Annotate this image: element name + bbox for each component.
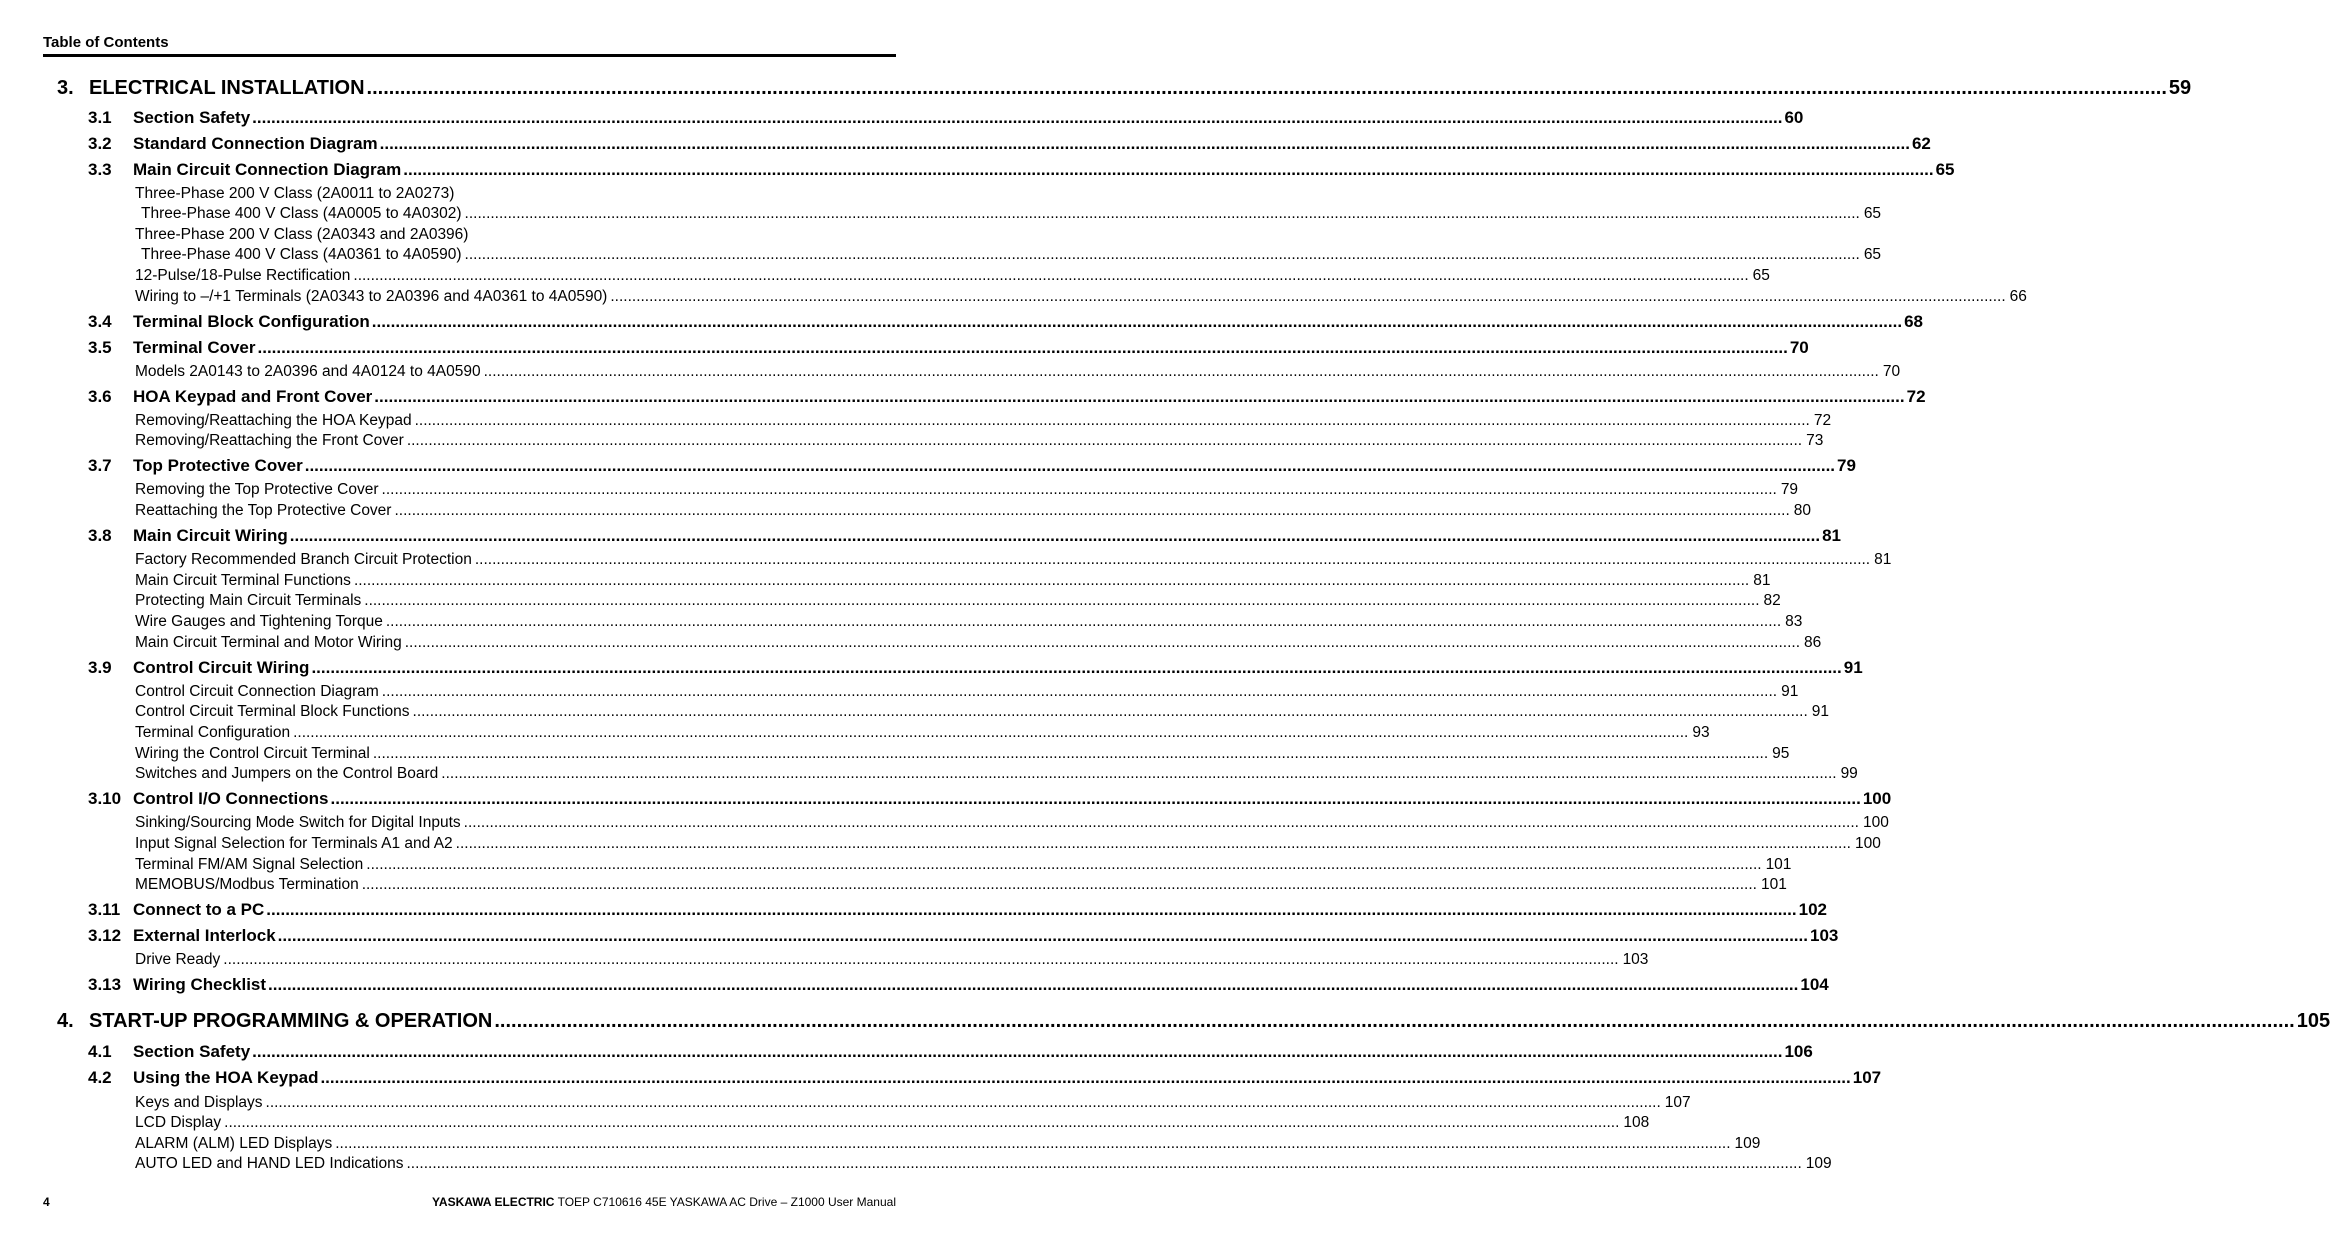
dot-leader (405, 634, 1800, 652)
toc-entry-number: 4.2 (88, 1068, 112, 1087)
toc-entry-page: 81 (1874, 551, 1892, 568)
dot-leader (268, 975, 1798, 995)
toc-entry-section[interactable] (88, 658, 1863, 678)
toc-entry-page: 83 (1785, 613, 1803, 630)
page-header-title: Table of Contents (43, 34, 169, 51)
toc-entry-title: ELECTRICAL INSTALLATION (89, 77, 365, 99)
toc-entry-title: Three-Phase 200 V Class (2A0011 to 2A0273) (135, 185, 455, 202)
toc-entry-title: Keys and Displays (135, 1094, 263, 1111)
dot-leader (311, 658, 1841, 678)
toc-entry-page: 60 (1784, 108, 1804, 127)
dot-leader (278, 926, 1808, 946)
dot-leader (252, 1042, 1782, 1062)
toc-entry-sub[interactable] (135, 1155, 1832, 1173)
dot-leader (224, 1114, 1619, 1132)
toc-entry-title: Switches and Jumpers on the Control Board (135, 765, 439, 782)
dot-leader (293, 724, 1688, 742)
toc-entry-title: Three-Phase 200 V Class (2A0343 and 2A0396) (135, 226, 469, 243)
toc-entry-title: ALARM (ALM) LED Displays (135, 1135, 333, 1152)
toc-entry-page: 59 (2168, 77, 2192, 99)
toc-entry-page: 91 (1811, 703, 1830, 720)
toc-entry-sub[interactable] (135, 481, 1799, 499)
dot-leader (380, 134, 1910, 154)
toc-entry-page: 99 (1840, 765, 1858, 782)
toc-entry-sub[interactable] (135, 814, 1889, 832)
toc-entry-title: HOA Keypad and Front Cover (133, 387, 373, 406)
toc-entry-chapter[interactable] (57, 1010, 2330, 1033)
toc-entry-title: Main Circuit Terminal Functions (135, 572, 351, 589)
dot-leader (354, 572, 1749, 590)
toc-entry-title: Sinking/Sourcing Mode Switch for Digital Inputs (135, 814, 461, 831)
toc-entry-page: 106 (1784, 1042, 1813, 1061)
toc-entry-page: 109 (1805, 1155, 1832, 1172)
toc-entry-page: 104 (1800, 975, 1829, 994)
toc-entry-title: Three-Phase 400 V Class (4A0361 to 4A0590) (141, 246, 462, 263)
toc-entry-page: 109 (1734, 1135, 1761, 1152)
toc-entry-page: 107 (1664, 1094, 1691, 1111)
toc-entry-sub[interactable] (135, 412, 1832, 430)
toc-entry-page: 72 (1906, 387, 1926, 406)
toc-entry-title: Protecting Main Circuit Terminals (135, 592, 362, 609)
dot-leader (335, 1135, 1730, 1153)
toc-entry-title: Section Safety (133, 1042, 251, 1061)
toc-entry-title: Wiring Checklist (133, 975, 267, 994)
toc-entry-page: 100 (1862, 789, 1892, 808)
dot-leader (372, 312, 1902, 332)
toc-entry-sub[interactable] (135, 724, 1710, 742)
toc-entry-title: 12-Pulse/18-Pulse Rectification (135, 267, 351, 284)
toc-entry-sub[interactable] (135, 592, 1781, 610)
toc-entry-title: Top Protective Cover (133, 456, 303, 475)
toc-entry-page: 100 (1854, 835, 1881, 852)
toc-entry-sub[interactable] (135, 288, 2027, 306)
toc-entry-number: 3.13 (88, 975, 122, 994)
toc-entry-title: Terminal Cover (133, 338, 256, 357)
toc-entry-sub[interactable] (141, 246, 1882, 264)
dot-leader (407, 432, 1802, 450)
dot-leader (382, 481, 1777, 499)
toc-entry-section[interactable] (88, 526, 1841, 546)
dot-leader (394, 502, 1789, 520)
toc-entry-title: Wiring the Control Circuit Terminal (135, 745, 370, 762)
toc-entry-sub[interactable] (135, 267, 1770, 285)
toc-entry-page: 80 (1793, 502, 1812, 519)
dot-leader (407, 1155, 1802, 1173)
footer-brand: YASKAWA ELECTRIC (432, 1195, 555, 1209)
toc-entry-sub[interactable] (135, 1135, 1761, 1153)
toc-entry-number: 3.12 (88, 926, 122, 945)
toc-entry-page: 81 (1753, 572, 1771, 589)
toc-entry-number: 4.1 (88, 1042, 112, 1061)
toc-entry-number: 3.6 (88, 387, 112, 406)
toc-entry-page: 81 (1822, 526, 1841, 545)
dot-leader (362, 876, 1757, 894)
toc-entry-title: Models 2A0143 to 2A0396 and 4A0124 to 4A0590 (135, 363, 481, 380)
toc-entry-page: 70 (1882, 363, 1901, 380)
dot-leader (386, 613, 1781, 631)
toc-entry-section[interactable] (88, 900, 1827, 920)
toc-entry-sub[interactable] (135, 1114, 1650, 1132)
toc-entry-title: START-UP PROGRAMMING & OPERATION (89, 1010, 493, 1032)
dot-leader (366, 856, 1761, 874)
toc-entry-number: 3.2 (88, 134, 112, 153)
toc-entry-sub[interactable] (135, 634, 1822, 652)
toc-entry-title: Removing/Reattaching the Front Cover (135, 432, 404, 449)
toc-entry-page: 107 (1852, 1068, 1882, 1087)
toc-entry-title: Connect to a PC (133, 900, 265, 919)
toc-entry-section[interactable] (88, 338, 1809, 358)
toc-entry-sub[interactable] (135, 745, 1790, 763)
footer-page-number: 4 (43, 1195, 50, 1209)
dot-leader (305, 456, 1835, 476)
dot-leader (484, 363, 1879, 381)
dot-leader (364, 592, 1759, 610)
toc-entry-section[interactable] (88, 1042, 1813, 1062)
toc-entry-sub[interactable] (135, 1094, 1691, 1112)
toc-entry-page: 93 (1692, 724, 1710, 741)
toc-entry-number: 3.7 (88, 456, 112, 475)
toc-entry-section[interactable] (88, 134, 1931, 154)
toc-entry-number: 3.11 (88, 900, 121, 919)
toc-entry-number: 3.8 (88, 526, 112, 545)
toc-entry-page: 102 (1798, 900, 1827, 919)
toc-entry-title: AUTO LED and HAND LED Indications (135, 1155, 404, 1172)
toc-entry-page: 65 (1752, 267, 1770, 284)
toc-entry-sub[interactable] (135, 951, 1649, 969)
toc-entry-title: Wire Gauges and Tightening Torque (135, 613, 383, 630)
toc-entry-title: Control Circuit Wiring (133, 658, 310, 677)
dot-leader (465, 205, 1860, 223)
toc-entry-title: Three-Phase 400 V Class (4A0005 to 4A0302) (141, 205, 462, 222)
dot-leader (475, 551, 1870, 569)
toc-entry-sub[interactable] (135, 551, 1892, 569)
toc-entry-number: 3.4 (88, 312, 112, 331)
toc-entry-section[interactable] (88, 1068, 1882, 1088)
dot-leader (367, 77, 2167, 100)
toc-entry-title: Section Safety (133, 108, 251, 127)
toc-entry-page: 103 (1622, 951, 1649, 968)
dot-leader (403, 160, 1933, 180)
dot-leader (353, 267, 1748, 285)
toc-entry-sub[interactable] (135, 502, 1812, 520)
toc-entry-section[interactable] (88, 108, 1804, 128)
toc-entry-sub[interactable] (135, 835, 1881, 853)
toc-entry-section[interactable] (88, 387, 1926, 407)
toc-entry-number: 3.3 (88, 160, 112, 179)
dot-leader (258, 338, 1788, 358)
toc-entry-page: 101 (1760, 876, 1787, 893)
dot-leader (223, 951, 1618, 969)
toc-entry-title: Main Circuit Connection Diagram (133, 160, 402, 179)
toc-entry-title: Main Circuit Terminal and Motor Wiring (135, 634, 402, 651)
toc-entry-number: 3. (57, 77, 74, 99)
toc-entry-sub[interactable] (141, 205, 1882, 223)
toc-entry-section[interactable] (88, 312, 1923, 332)
toc-entry-page: 73 (1806, 432, 1824, 449)
toc-entry-page: 65 (1863, 205, 1882, 222)
footer-doc-info (432, 1195, 896, 1209)
toc-entry-section[interactable] (88, 456, 1856, 476)
toc-entry-number: 4. (57, 1010, 74, 1032)
toc-entry-page: 72 (1813, 412, 1832, 429)
toc-entry-page: 101 (1765, 856, 1792, 873)
toc-entry-page: 82 (1763, 592, 1781, 609)
toc-entry-page: 65 (1863, 246, 1882, 263)
toc-entry-title: LCD Display (135, 1114, 222, 1131)
toc-entry-sub[interactable] (135, 572, 1771, 590)
toc-entry-number: 3.9 (88, 658, 112, 677)
dot-leader (331, 789, 1861, 809)
toc-entry-title: Removing the Top Protective Cover (135, 481, 379, 498)
toc-entry-title: Factory Recommended Branch Circuit Protection (135, 551, 472, 568)
toc-entry-page: 65 (1935, 160, 1955, 179)
toc-entry-title: Terminal Block Configuration (133, 312, 370, 331)
dot-leader (610, 288, 2005, 306)
toc-entry-page: 86 (1804, 634, 1822, 651)
toc-entry-plain[interactable] (135, 226, 896, 244)
toc-entry-sub[interactable] (135, 363, 1901, 381)
dot-leader (382, 683, 1777, 701)
toc-entry-page: 66 (2009, 288, 2027, 305)
toc-entry-sub[interactable] (135, 613, 1803, 631)
toc-entry-section[interactable] (88, 789, 1892, 809)
dot-leader (266, 900, 1796, 920)
toc-entry-title: Standard Connection Diagram (133, 134, 378, 153)
toc-entry-section[interactable] (88, 160, 1955, 180)
toc-entry-number: 3.5 (88, 338, 112, 357)
toc-entry-page: 62 (1911, 134, 1931, 153)
toc-entry-chapter[interactable] (57, 77, 2192, 100)
toc-entry-sub[interactable] (135, 876, 1787, 894)
toc-entry-page: 105 (2296, 1010, 2330, 1032)
toc-entry-plain[interactable] (135, 185, 896, 203)
dot-leader (456, 835, 1851, 853)
dot-leader (441, 765, 1836, 783)
toc-entry-page: 100 (1862, 814, 1889, 831)
toc-entry-title: Drive Ready (135, 951, 221, 968)
toc-entry-title: Terminal Configuration (135, 724, 291, 741)
toc-entry-title: Input Signal Selection for Terminals A1 and A2 (135, 835, 453, 852)
toc-entry-section[interactable] (88, 975, 1829, 995)
toc-entry-title: Removing/Reattaching the HOA Keypad (135, 412, 412, 429)
dot-leader (464, 814, 1859, 832)
toc-entry-number: 3.1 (88, 108, 112, 127)
toc-entry-title: Control I/O Connections (133, 789, 329, 808)
dot-leader (465, 246, 1860, 264)
toc-entry-title: Wiring to –/+1 Terminals (2A0343 to 2A0396 and 4A0361 to 4A0590) (135, 288, 608, 305)
toc-entry-title: External Interlock (133, 926, 276, 945)
toc-entry-page: 79 (1837, 456, 1856, 475)
toc-entry-page: 79 (1780, 481, 1799, 498)
toc-entry-section[interactable] (88, 926, 1839, 946)
toc-entry-page: 103 (1809, 926, 1839, 945)
dot-leader (320, 1068, 1850, 1088)
toc-entry-title: Terminal FM/AM Signal Selection (135, 856, 364, 873)
dot-leader (494, 1010, 2294, 1033)
dot-leader (374, 387, 1904, 407)
toc-entry-title: MEMOBUS/Modbus Termination (135, 876, 359, 893)
dot-leader (290, 526, 1820, 546)
toc-entry-number: 3.10 (88, 789, 122, 808)
toc-entry-title: Control Circuit Terminal Block Functions (135, 703, 410, 720)
toc-entry-title: Using the HOA Keypad (133, 1068, 319, 1087)
toc-entry-sub[interactable] (135, 703, 1830, 721)
footer-doc-title: TOEP C710616 45E YASKAWA AC Drive – Z1000 User Manual (554, 1195, 896, 1209)
toc-entry-page: 68 (1904, 312, 1923, 331)
toc-entry-sub[interactable] (135, 765, 1858, 783)
toc-entry-page: 91 (1843, 658, 1863, 677)
toc-entry-title: Control Circuit Connection Diagram (135, 683, 379, 700)
toc-entry-sub[interactable] (135, 432, 1824, 450)
toc-entry-page: 91 (1781, 683, 1799, 700)
toc-entry-sub[interactable] (135, 856, 1792, 874)
dot-leader (266, 1094, 1661, 1112)
dot-leader (413, 703, 1808, 721)
toc-entry-sub[interactable] (135, 683, 1799, 701)
toc-entry-page: 108 (1623, 1114, 1650, 1131)
toc-entry-title: Reattaching the Top Protective Cover (135, 502, 392, 519)
toc-entry-page: 95 (1772, 745, 1790, 762)
toc-entry-title: Main Circuit Wiring (133, 526, 288, 545)
dot-leader (252, 108, 1782, 128)
toc-entry-page: 70 (1789, 338, 1809, 357)
dot-leader (373, 745, 1768, 763)
dot-leader (415, 412, 1810, 430)
